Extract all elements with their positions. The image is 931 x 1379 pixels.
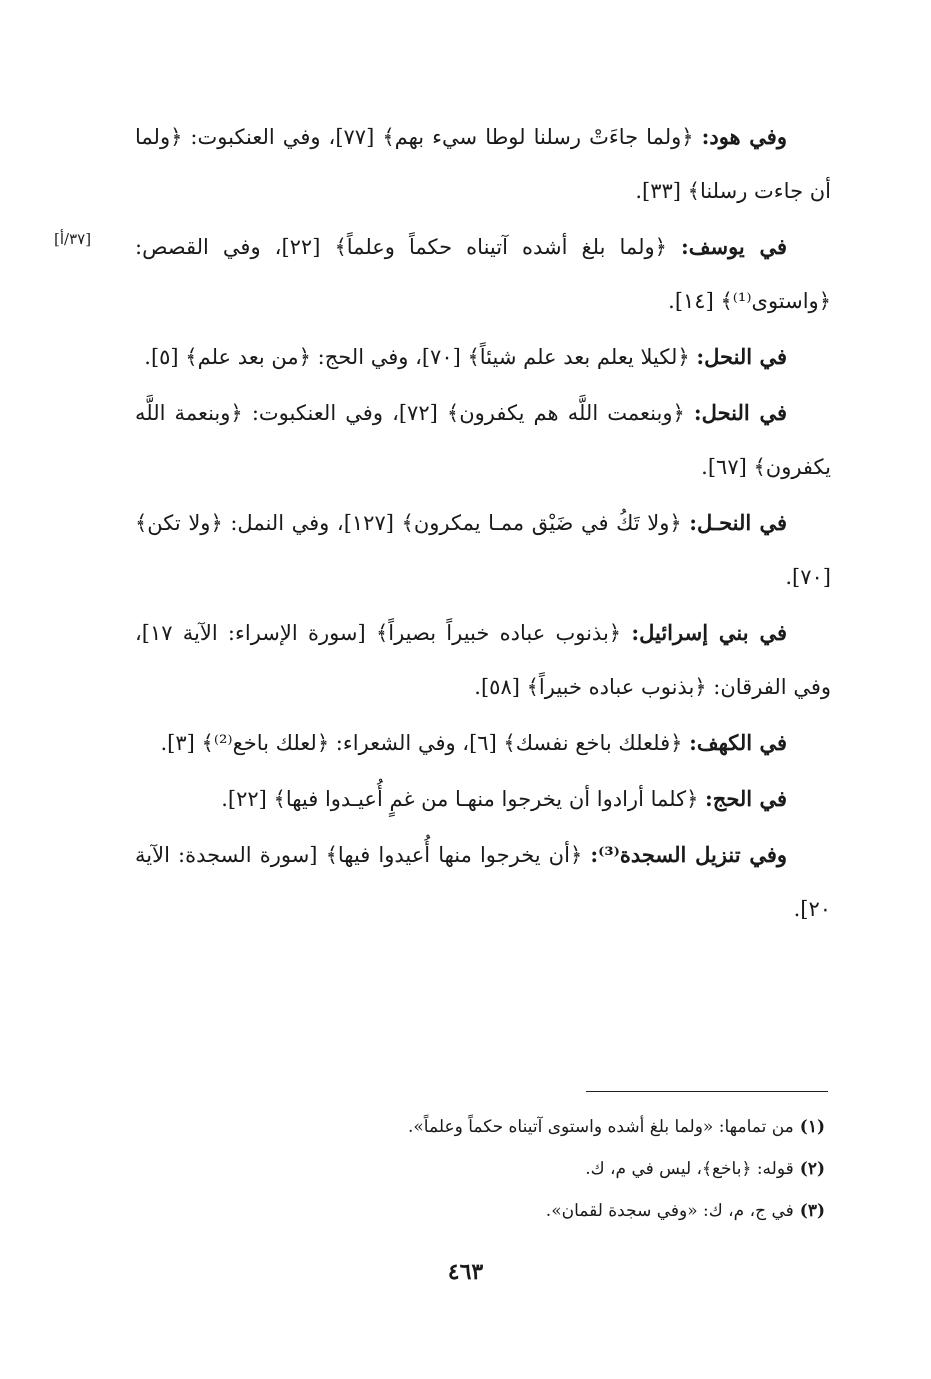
footnote-item: [135, 1190, 831, 1232]
paragraph-yusuf: [135, 220, 831, 328]
paragraph-body: ﴿بذنوب عباده خبيراً بصيراً﴾ [سورة الإسراء: الآية ١٧]، وفي الفرقان: ﴿بذنوب عباده خبيراً﴾ [٥٨].: [135, 621, 831, 699]
paragraph-bani-israil: [135, 606, 831, 714]
footnote-number: (٢): [799, 1159, 825, 1179]
paragraph-lead: في النحل:: [693, 400, 787, 425]
paragraph-lead: في يوسف:: [680, 234, 788, 259]
page-number: ٤٦٣: [447, 1259, 484, 1285]
paragraph-nahl-1: [135, 330, 831, 384]
footnote-text: قوله: ﴿باخع﴾، ليس في م، ك.: [585, 1159, 794, 1179]
footnote-divider: [586, 1091, 828, 1092]
footnote-text: من تمامها: «ولما بلغ أشده واستوى آتيناه حكماً وعلماً».: [408, 1117, 794, 1137]
paragraph-lead: وفي هود:: [701, 124, 787, 149]
paragraph-lead: في النحل:: [696, 344, 787, 369]
paragraph-lead: في النحـل:: [689, 510, 787, 535]
paragraph-body: ﴿كلما أرادوا أن يخرجوا منهـا من غمٍ أُعيـدوا فيها﴾ [٢٢].: [221, 787, 706, 811]
paragraph-body: ﴿ولا تَكُ في ضَيْق ممـا يمكرون﴾ [١٢٧]، وفي النمل: ﴿ولا تكن﴾ [٧٠].: [135, 511, 831, 589]
paragraph-body: ﴿وبنعمت اللَّه هم يكفرون﴾ [٧٢]، وفي العنكبوت: ﴿وبنعمة اللَّه يكفرون﴾ [٦٧].: [135, 401, 831, 479]
paragraph-nahl-3: [135, 496, 831, 604]
paragraph-body: ﴿لكيلا يعلم بعد علم شيئاً﴾ [٧٠]، وفي الحج: ﴿من بعد علم﴾ [٥].: [144, 345, 697, 369]
paragraph-body: ﴿أن يخرجوا منها أُعيدوا فيها﴾ [سورة السجدة: الآية ٢٠].: [135, 843, 831, 921]
paragraph-lead: في الحج:: [705, 786, 787, 811]
footnote-number: (١): [799, 1117, 825, 1137]
footnotes: [135, 1106, 831, 1232]
footnote-number: (٣): [799, 1201, 825, 1221]
paragraph-hud: [135, 110, 831, 218]
paragraph-lead: في بني إسرائيل:: [631, 620, 787, 645]
paragraph-lead: وفي تنزيل السجدة⁽³⁾:: [590, 842, 788, 867]
main-text: [135, 110, 831, 938]
paragraph-lead: في الكهف:: [689, 730, 787, 755]
footnote-text: في ج، م، ك: «وفي سجدة لقمان».: [545, 1201, 794, 1221]
paragraph-kahf: [135, 716, 831, 770]
paragraph-body: ﴿ولما جاءَتْ رسلنا لوطا سيء بهم﴾ [٧٧]، وفي العنكبوت: ﴿ولما أن جاءت رسلنا﴾ [٣٣].: [135, 125, 831, 203]
paragraph-hajj: [135, 772, 831, 826]
footnote-item: [135, 1106, 831, 1148]
paragraph-nahl-2: [135, 386, 831, 494]
paragraph-body: ﴿فلعلك باخع نفسك﴾ [٦]، وفي الشعراء: ﴿لعلك باخع⁽²⁾﴾ [٣].: [160, 731, 690, 755]
footnote-item: [135, 1148, 831, 1190]
paragraph-body: ﴿ولما بلغ أشده آتيناه حكماً وعلماً﴾ [٢٢]، وفي القصص: ﴿واستوى⁽¹⁾﴾ [١٤].: [135, 235, 831, 313]
margin-folio-reference: [٣٧/أ]: [54, 230, 92, 248]
paragraph-sajda: [135, 828, 831, 936]
